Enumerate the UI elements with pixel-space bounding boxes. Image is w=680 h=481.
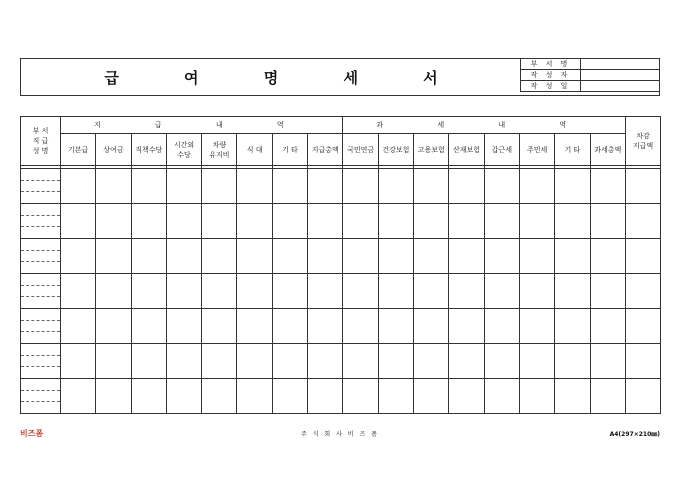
net-pay-line1: 차감: [636, 132, 650, 140]
amount-cell[interactable]: [449, 344, 484, 379]
employee-field-line[interactable]: [21, 391, 60, 402]
side-header-name: 성 명: [32, 147, 49, 155]
amount-cell[interactable]: [414, 379, 449, 414]
pay-column-header: 식 대: [237, 134, 272, 166]
employee-field-line[interactable]: [21, 297, 60, 307]
amount-cell[interactable]: [61, 344, 96, 379]
date-value[interactable]: [581, 81, 660, 92]
pay-column-header: 직책수당: [131, 134, 166, 166]
employee-cell[interactable]: [21, 309, 61, 344]
amount-cell[interactable]: [131, 309, 166, 344]
amount-cell[interactable]: [237, 204, 272, 239]
employee-fields: [21, 240, 60, 273]
amount-cell[interactable]: [166, 169, 201, 204]
employee-field-line[interactable]: [21, 380, 60, 391]
amount-cell[interactable]: [202, 344, 237, 379]
amount-cell[interactable]: [484, 169, 519, 204]
amount-cell[interactable]: [272, 239, 307, 274]
amount-cell[interactable]: [555, 379, 590, 414]
table-row: [21, 344, 661, 379]
pay-column-header: 기본급: [61, 134, 96, 166]
amount-cell[interactable]: [590, 379, 625, 414]
amount-cell[interactable]: [237, 344, 272, 379]
author-label: 작 성 자: [521, 70, 581, 81]
employee-fields: [21, 345, 60, 378]
tax-column-header: 과세총액: [590, 134, 625, 166]
amount-cell[interactable]: [449, 239, 484, 274]
amount-cell[interactable]: [131, 344, 166, 379]
amount-cell[interactable]: [555, 169, 590, 204]
amount-cell[interactable]: [414, 169, 449, 204]
amount-cell[interactable]: [484, 344, 519, 379]
tax-column-header: 산재보험: [449, 134, 484, 166]
amount-cell[interactable]: [625, 239, 660, 274]
amount-cell[interactable]: [166, 309, 201, 344]
employee-cell[interactable]: [21, 239, 61, 274]
amount-cell[interactable]: [308, 274, 343, 309]
side-header: [21, 117, 61, 166]
amount-cell[interactable]: [166, 274, 201, 309]
amount-cell[interactable]: [131, 239, 166, 274]
amount-cell[interactable]: [519, 239, 554, 274]
department-value[interactable]: [581, 59, 660, 70]
department-label: 부 서 명: [521, 59, 581, 70]
amount-cell[interactable]: [272, 309, 307, 344]
table-row: [21, 169, 661, 204]
amount-cell[interactable]: [590, 344, 625, 379]
document-title: 급 여 명 세 서: [104, 68, 468, 87]
amount-cell[interactable]: [449, 379, 484, 414]
employee-field-line[interactable]: [21, 251, 60, 262]
employee-field-line[interactable]: [21, 286, 60, 297]
employee-field-line[interactable]: [21, 402, 60, 412]
tax-column-header: 주민세: [519, 134, 554, 166]
amount-cell[interactable]: [96, 274, 131, 309]
employee-field-line[interactable]: [21, 170, 60, 181]
amount-cell[interactable]: [61, 379, 96, 414]
amount-cell[interactable]: [590, 239, 625, 274]
pay-column-header-line: 수당: [177, 150, 191, 159]
employee-cell[interactable]: [21, 379, 61, 414]
amount-cell[interactable]: [449, 309, 484, 344]
amount-cell[interactable]: [61, 274, 96, 309]
amount-cell[interactable]: [414, 274, 449, 309]
amount-cell[interactable]: [131, 169, 166, 204]
table-row: [21, 309, 661, 344]
amount-cell[interactable]: [414, 309, 449, 344]
amount-cell[interactable]: [625, 379, 660, 414]
amount-cell[interactable]: [308, 239, 343, 274]
amount-cell[interactable]: [202, 169, 237, 204]
amount-cell[interactable]: [484, 379, 519, 414]
amount-cell[interactable]: [272, 204, 307, 239]
amount-cell[interactable]: [343, 379, 378, 414]
employee-field-line[interactable]: [21, 367, 60, 377]
tax-column-header: 국민연금: [343, 134, 378, 166]
employee-cell[interactable]: [21, 344, 61, 379]
amount-cell[interactable]: [61, 204, 96, 239]
pay-column-header-line: 차량: [212, 140, 227, 149]
author-value[interactable]: [581, 70, 660, 81]
employee-field-line[interactable]: [21, 321, 60, 332]
amount-cell[interactable]: [590, 309, 625, 344]
amount-cell[interactable]: [343, 169, 378, 204]
amount-cell[interactable]: [378, 379, 413, 414]
amount-cell[interactable]: [519, 274, 554, 309]
employee-fields: [21, 380, 60, 413]
amount-cell[interactable]: [202, 309, 237, 344]
amount-cell[interactable]: [308, 309, 343, 344]
employee-field-line[interactable]: [21, 310, 60, 321]
amount-cell[interactable]: [378, 169, 413, 204]
amount-cell[interactable]: [590, 204, 625, 239]
amount-cell[interactable]: [378, 239, 413, 274]
amount-cell[interactable]: [61, 309, 96, 344]
pay-column-header-line: 유지비: [209, 150, 230, 159]
pay-column-header: 지급총액: [308, 134, 343, 166]
pay-group-header: 지 급 내 역: [61, 117, 343, 134]
amount-cell[interactable]: [555, 274, 590, 309]
date-label: 작 성 일: [521, 81, 581, 92]
employee-field-line[interactable]: [21, 262, 60, 272]
tax-column-header: 건강보험: [378, 134, 413, 166]
amount-cell[interactable]: [237, 169, 272, 204]
amount-cell[interactable]: [343, 204, 378, 239]
amount-cell[interactable]: [202, 379, 237, 414]
tax-column-header: 기 타: [555, 134, 590, 166]
amount-cell[interactable]: [131, 204, 166, 239]
amount-cell[interactable]: [308, 379, 343, 414]
amount-cell[interactable]: [96, 239, 131, 274]
net-pay-header: [625, 117, 660, 166]
employee-cell[interactable]: [21, 169, 61, 204]
employee-field-line[interactable]: [21, 240, 60, 251]
amount-cell[interactable]: [449, 169, 484, 204]
amount-cell[interactable]: [61, 239, 96, 274]
amount-cell[interactable]: [378, 309, 413, 344]
amount-cell[interactable]: [343, 274, 378, 309]
tax-column-header: 갑근세: [484, 134, 519, 166]
tax-column-header: 고용보험: [414, 134, 449, 166]
pay-column-header: 상여금: [96, 134, 131, 166]
pay-column-header: [202, 134, 237, 166]
amount-cell[interactable]: [166, 204, 201, 239]
amount-cell[interactable]: [414, 239, 449, 274]
amount-cell[interactable]: [96, 169, 131, 204]
amount-cell[interactable]: [343, 344, 378, 379]
amount-cell[interactable]: [166, 344, 201, 379]
amount-cell[interactable]: [414, 204, 449, 239]
side-header-dept: 부 서: [32, 127, 49, 135]
amount-cell[interactable]: [625, 274, 660, 309]
table-row: [21, 379, 661, 414]
amount-cell[interactable]: [378, 204, 413, 239]
amount-cell[interactable]: [237, 274, 272, 309]
amount-cell[interactable]: [555, 344, 590, 379]
amount-cell[interactable]: [237, 239, 272, 274]
paper-size: A4(297×210㎜): [609, 431, 660, 438]
amount-cell[interactable]: [519, 309, 554, 344]
table-row: [21, 239, 661, 274]
employee-cell[interactable]: [21, 204, 61, 239]
tax-group-header: 과 세 내 역: [343, 117, 625, 134]
amount-cell[interactable]: [625, 344, 660, 379]
employee-field-line[interactable]: [21, 345, 60, 356]
employee-cell[interactable]: [21, 274, 61, 309]
amount-cell[interactable]: [61, 169, 96, 204]
amount-cell[interactable]: [449, 274, 484, 309]
employee-fields: [21, 170, 60, 203]
amount-cell[interactable]: [343, 309, 378, 344]
employee-field-line[interactable]: [21, 192, 60, 202]
employee-field-line[interactable]: [21, 356, 60, 367]
amount-cell[interactable]: [590, 274, 625, 309]
employee-field-line[interactable]: [21, 275, 60, 286]
amount-cell[interactable]: [484, 309, 519, 344]
amount-cell[interactable]: [590, 169, 625, 204]
amount-cell[interactable]: [96, 344, 131, 379]
employee-field-line[interactable]: [21, 181, 60, 192]
payroll-table: [20, 116, 661, 414]
amount-cell[interactable]: [519, 344, 554, 379]
amount-cell[interactable]: [237, 379, 272, 414]
author-info-table: [520, 58, 660, 92]
employee-field-line[interactable]: [21, 205, 60, 216]
amount-cell[interactable]: [378, 274, 413, 309]
amount-cell[interactable]: [131, 274, 166, 309]
amount-cell[interactable]: [378, 344, 413, 379]
amount-cell[interactable]: [166, 239, 201, 274]
amount-cell[interactable]: [519, 169, 554, 204]
amount-cell[interactable]: [519, 204, 554, 239]
title-box: [20, 58, 660, 96]
amount-cell[interactable]: [96, 309, 131, 344]
amount-cell[interactable]: [484, 204, 519, 239]
amount-cell[interactable]: [555, 204, 590, 239]
amount-cell[interactable]: [131, 379, 166, 414]
amount-cell[interactable]: [625, 309, 660, 344]
amount-cell[interactable]: [272, 169, 307, 204]
amount-cell[interactable]: [625, 169, 660, 204]
amount-cell[interactable]: [202, 204, 237, 239]
amount-cell[interactable]: [484, 274, 519, 309]
pay-column-header: [166, 134, 201, 166]
amount-cell[interactable]: [166, 379, 201, 414]
pay-column-header-line: 시간외: [173, 140, 195, 149]
amount-cell[interactable]: [96, 379, 131, 414]
amount-cell[interactable]: [625, 204, 660, 239]
amount-cell[interactable]: [272, 274, 307, 309]
amount-cell[interactable]: [202, 239, 237, 274]
employee-fields: [21, 275, 60, 308]
amount-cell[interactable]: [555, 239, 590, 274]
amount-cell[interactable]: [449, 204, 484, 239]
table-row: [21, 274, 661, 309]
amount-cell[interactable]: [202, 274, 237, 309]
net-pay-line2: 지급액: [632, 142, 654, 150]
amount-cell[interactable]: [272, 344, 307, 379]
amount-cell[interactable]: [414, 344, 449, 379]
employee-fields: [21, 205, 60, 238]
employee-field-line[interactable]: [21, 216, 60, 227]
amount-cell[interactable]: [308, 204, 343, 239]
bizform-logo: 비즈폼: [20, 429, 44, 438]
employee-field-line[interactable]: [21, 332, 60, 342]
employee-fields: [21, 310, 60, 343]
amount-cell[interactable]: [96, 204, 131, 239]
amount-cell[interactable]: [484, 239, 519, 274]
amount-cell[interactable]: [308, 344, 343, 379]
amount-cell[interactable]: [555, 309, 590, 344]
amount-cell[interactable]: [343, 239, 378, 274]
side-header-rank: 직 급: [32, 137, 49, 145]
amount-cell[interactable]: [308, 169, 343, 204]
amount-cell[interactable]: [519, 379, 554, 414]
table-row: [21, 204, 661, 239]
company-name: 주 식 회 사 비 즈 폼: [300, 431, 379, 438]
employee-field-line[interactable]: [21, 227, 60, 237]
amount-cell[interactable]: [272, 379, 307, 414]
amount-cell[interactable]: [237, 309, 272, 344]
pay-column-header: 기 타: [272, 134, 307, 166]
